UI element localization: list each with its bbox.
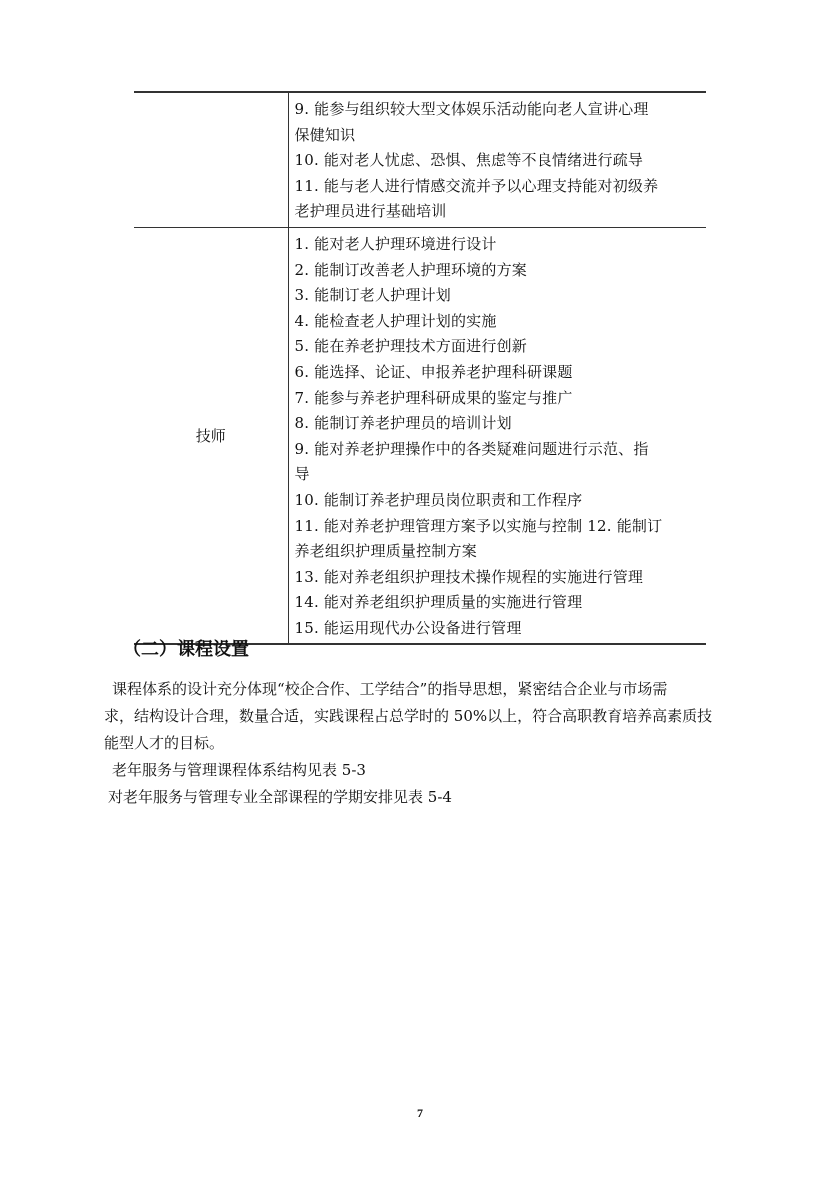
skill-item: 5. 能在养老护理技术方面进行创新 xyxy=(294,337,527,356)
skill-item: 3. 能制订老人护理计划 xyxy=(294,286,451,305)
skill-item: 8. 能制订养老护理员的培训计划 xyxy=(294,414,512,433)
paragraph-line: 老年服务与管理课程体系结构见表 5-3 xyxy=(112,761,366,779)
skills-table xyxy=(134,91,706,645)
table-row xyxy=(134,227,706,644)
skill-item: 老护理员进行基础培训 xyxy=(294,202,447,221)
level-cell xyxy=(134,227,288,644)
section-heading: （二）课程设置 xyxy=(123,639,249,660)
skill-item: 4. 能检查老人护理计划的实施 xyxy=(294,311,497,330)
paragraph-line: 求，结构设计合理，数量合适，实践课程占总学时的 50%以上，符合高职教育培养高素质技 xyxy=(104,707,713,725)
skill-item: 14. 能对养老组织护理质量的实施进行管理 xyxy=(294,593,583,612)
skill-item: 导 xyxy=(294,465,310,484)
skill-item: 15. 能运用现代办公设备进行管理 xyxy=(294,618,522,637)
skill-item: 养老组织护理质量控制方案 xyxy=(294,542,477,561)
skill-item: 9. 能对养老护理操作中的各类疑难问题进行示范、指 xyxy=(294,439,649,458)
section-body xyxy=(104,676,722,811)
table-row xyxy=(134,92,706,227)
skill-item: 11. 能对养老护理管理方案予以实施与控制 12. 能制订 xyxy=(294,516,663,535)
skill-item: 11. 能与老人进行情感交流并予以心理支持能对初级养 xyxy=(294,176,659,195)
skill-item: 7. 能参与养老护理科研成果的鉴定与推广 xyxy=(294,388,573,407)
skills-cell xyxy=(288,92,706,227)
skill-item: 9. 能参与组织较大型文体娱乐活动能向老人宣讲心理 xyxy=(294,100,649,118)
skill-item: 2. 能制订改善老人护理环境的方案 xyxy=(294,260,527,279)
level-label: 技师 xyxy=(195,427,226,446)
skill-item: 13. 能对养老组织护理技术操作规程的实施进行管理 xyxy=(294,567,644,586)
skill-item: 6. 能选择、论证、申报养老护理科研课题 xyxy=(294,362,573,381)
paragraph-line: 能型人才的目标。 xyxy=(104,734,225,752)
paragraph-line: 对老年服务与管理专业全部课程的学期安排见表 5-4 xyxy=(108,788,452,806)
level-cell xyxy=(134,92,288,227)
skill-item: 10. 能对老人忧虑、恐惧、焦虑等不良情绪进行疏导 xyxy=(294,151,644,170)
page-number: 7 xyxy=(417,1106,423,1120)
skill-item: 1. 能对老人护理环境进行设计 xyxy=(294,234,497,253)
paragraph-line: 课程体系的设计充分体现“校企合作、工学结合”的指导思想，紧密结合企业与市场需 xyxy=(112,680,668,698)
skill-item: 10. 能制订养老护理员岗位职责和工作程序 xyxy=(294,490,583,509)
skills-cell xyxy=(288,227,706,644)
skill-item: 保健知识 xyxy=(294,125,356,144)
